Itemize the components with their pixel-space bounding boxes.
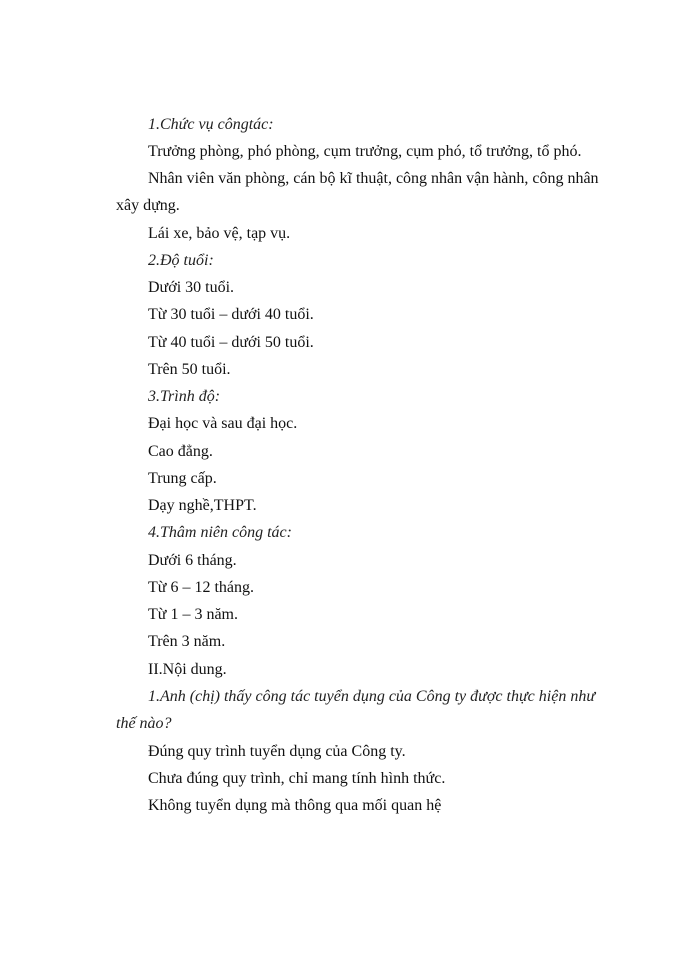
section-heading-education: 3.Trình độ: [148,388,221,405]
list-item: Dạy nghề,THPT. [148,497,257,514]
list-item: Dưới 6 tháng. [148,552,237,569]
list-item: Từ 6 – 12 tháng. [148,579,254,596]
list-item: Không tuyển dụng mà thông qua mối quan hệ [148,797,442,814]
list-item: Từ 40 tuổi – dưới 50 tuổi. [148,334,314,351]
question-heading-continuation: thế nào? [116,715,172,732]
list-item: Lái xe, bảo vệ, tạp vụ. [148,225,291,242]
list-item: Dưới 30 tuổi. [148,279,235,296]
list-item: Trên 50 tuổi. [148,361,231,378]
list-item: Trung cấp. [148,470,217,487]
list-item-continuation: xây dựng. [116,197,180,214]
list-item: Trưởng phòng, phó phòng, cụm trưởng, cụm phó, tổ trưởng, tổ phó. [148,143,582,160]
section-heading-position: 1.Chức vụ côngtác: [148,116,274,133]
question-heading: 1.Anh (chị) thấy công tác tuyển dụng của Công ty được thực hiện như [148,688,596,705]
section-heading-seniority: 4.Thâm niên công tác: [148,524,292,541]
list-item: Cao đẳng. [148,443,213,460]
list-item: Từ 1 – 3 năm. [148,606,238,623]
list-item: Đại học và sau đại học. [148,415,298,432]
list-item: Đúng quy trình tuyển dụng của Công ty. [148,743,406,760]
part-heading-content: II.Nội dung. [148,661,227,678]
list-item: Trên 3 năm. [148,633,226,650]
list-item: Chưa đúng quy trình, chỉ mang tính hình thức. [148,770,446,787]
list-item: Từ 30 tuổi – dưới 40 tuổi. [148,306,314,323]
list-item: Nhân viên văn phòng, cán bộ kĩ thuật, công nhân vận hành, công nhân [148,170,599,187]
section-heading-age: 2.Độ tuổi: [148,252,214,269]
